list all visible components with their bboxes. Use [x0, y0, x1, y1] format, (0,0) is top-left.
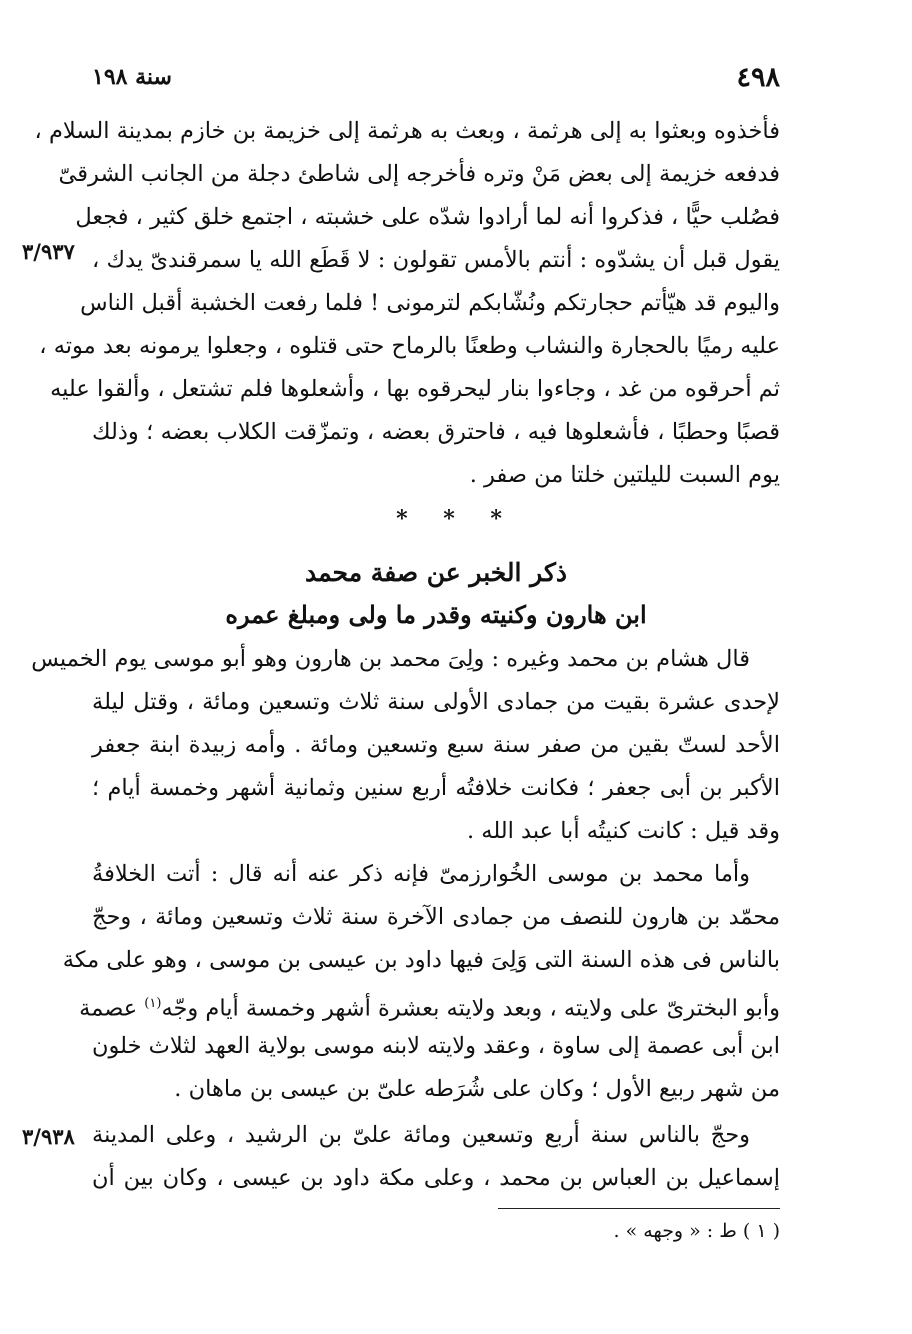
text-line: وحجّ بالناس سنة أربع وتسعين ومائة علىّ بن الرشيد ، وعلى المدينة [92, 1122, 750, 1148]
section-separator: * * * [396, 506, 516, 532]
text-line: يوم السبت لليلتين خلتا من صفر . [469, 462, 780, 488]
line-text-tail: عصمة [79, 995, 145, 1022]
text-line: قال هشام بن محمد وغيره : ولِىَ محمد بن هارون وهو أبو موسى يوم الخميس [31, 646, 750, 672]
text-line: وقد قيل : كانت كنيتُه أبا عبد الله . [466, 818, 780, 844]
paragraph-section-3 [92, 1114, 780, 1200]
heading-line-2: ابن هارون وكنيته وقدر ما ولى ومبلغ عمره [225, 600, 647, 629]
text-line: لإحدى عشرة بقيت من جمادى الأولى سنة ثلاث وتسعين ومائة ، وقتل ليلة [92, 689, 780, 715]
margin-reference-2: ٣/٩٣٨ [22, 1124, 75, 1149]
page-number: ٤٩٨ [736, 62, 780, 93]
text-line: الأكبر بن أبى جعفر ؛ فكانت خلافتُه أربع سنين وثمانية أشهر وخمسة أيام ؛ [92, 775, 780, 801]
chapter-heading [92, 552, 780, 636]
text-line: واليوم قد هيّأتم حجارتكم ونُشّابكم لترمونى ! فلما رفعت الخشبة أقبل الناس [80, 290, 780, 316]
text-line: فأخذوه وبعثوا به إلى هرثمة ، وبعث به هرثمة إلى خزيمة بن خازم بمدينة السلام ، [34, 118, 780, 144]
text-line: فدفعه خزيمة إلى بعض مَنْ وتره فأخرجه إلى شاطئ دجلة من الجانب الشرقىّ [58, 161, 780, 187]
text-line: عليه رميًا بالحجارة والنشاب وطعنًا بالرماح حتى قتلوه ، وجعلوا يرمونه بعد موته ، [39, 333, 780, 359]
margin-reference-1: ٣/٩٣٧ [22, 239, 75, 264]
footnote-divider [498, 1208, 780, 1209]
text-line: فصُلب حيًّا ، فذكروا أنه لما أرادوا شدّه على خشبته ، اجتمع خلق كثير ، فجعل [75, 204, 780, 230]
text-line: إسماعيل بن العباس بن محمد ، وعلى مكة داود بن عيسى ، وكان بين أن [92, 1165, 780, 1191]
paragraph-section-2 [31, 638, 780, 1111]
footnote-mark: (١) [144, 996, 162, 1011]
text-line: الأحد لستّ بقين من صفر سنة سبع وتسعين ومائة . وأمه زبيدة ابنة جعفر [92, 732, 780, 758]
text-line: يقول قبل أن يشدّوه : أنتم بالأمس تقولون : لا قَطَع الله يا سمرقندىّ يدك ، [92, 247, 780, 273]
line-text: وأبو البخترىّ على ولايته ، وبعد ولايته بعشرة أشهر وخمسة أيام وجّه [161, 995, 780, 1022]
text-line: محمّد بن هارون للنصف من جمادى الآخرة سنة ثلاث وتسعين ومائة ، وحجّ [92, 904, 780, 930]
text-line: وأما محمد بن موسى الخُوارزمىّ فإنه ذكر عنه أنه قال : أتت الخلافةُ [92, 861, 750, 887]
text-line: ثم أحرقوه من غد ، وجاءوا بنار ليحرقوه بها ، وأشعلوها فلم تشتعل ، وألقوا عليه [50, 376, 780, 402]
running-title: سنة ١٩٨ [92, 64, 172, 90]
text-line: من شهر ربيع الأول ؛ وكان على شُرَطه علىّ بن عيسى بن ماهان . [174, 1076, 780, 1102]
text-line: قصبًا وحطبًا ، فأشعلوها فيه ، فاحترق بعضه ، وتمزّقت الكلاب بعضه ؛ وذلك [92, 419, 780, 445]
text-line: ابن أبى عصمة إلى ساوة ، وعقد ولايته لابنه موسى بولاية العهد لثلاث خلون [92, 1033, 780, 1059]
text-line [79, 982, 780, 1025]
text-line: بالناس فى هذه السنة التى وَلِىَ فيها داود بن عيسى بن موسى ، وهو على مكة [62, 947, 780, 973]
page-header [92, 62, 780, 102]
footnote: ( ١ ) ط : « وجهه » . [613, 1220, 780, 1242]
heading-line-1: ذكر الخبر عن صفة محمد [304, 558, 567, 587]
